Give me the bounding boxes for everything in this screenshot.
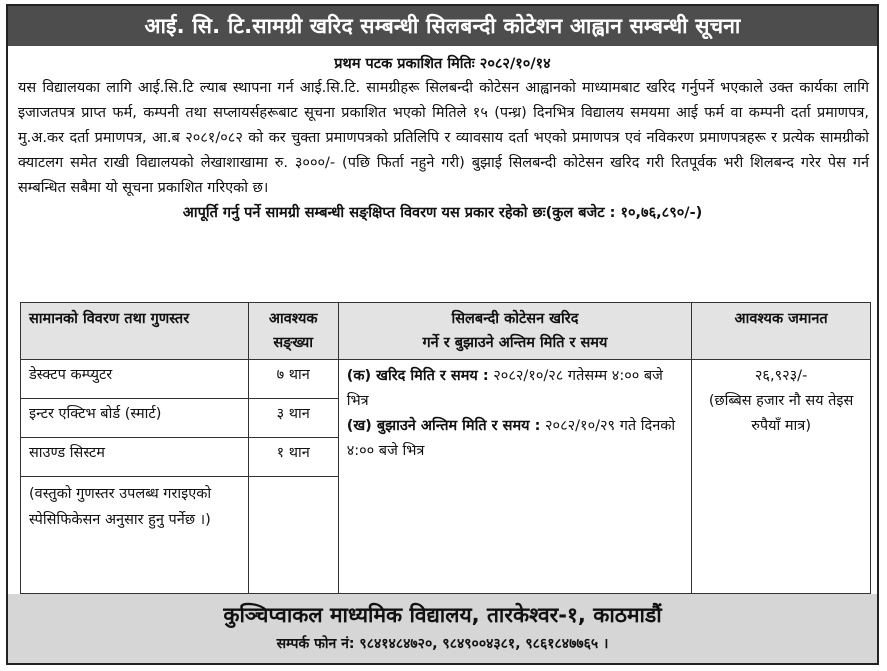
published-date-line <box>8 54 877 74</box>
notice-document <box>6 4 879 665</box>
deposit-words: (छब्बिस हजार नौ सय तेइस रुपैयाँ मात्र) <box>708 393 854 434</box>
summary-heading: आपूर्ति गर्नु पर्ने सामग्री सम्बन्धी सङ्क्षिप्त विवरण यस प्रकार रहेको छः(कुल बजेट : १०,७६,८९०/-) <box>182 205 703 221</box>
deadline-cell <box>338 360 692 594</box>
header-deadline-line1: सिलबन्दी कोटेसन खरिद <box>451 311 579 327</box>
item-name: इन्टर एक्टिभ बोर्ड (स्मार्ट) <box>21 399 249 438</box>
quality-note: (वस्तुको गुणस्तर उपलब्ध गराइएको स्पेसिफिकेसन अनुसार हुनु पर्नेछ ।) <box>21 477 249 594</box>
header-item: सामानको विवरण तथा गुणस्तर <box>21 303 249 360</box>
item-qty: ७ थान <box>248 360 338 399</box>
notice-title: आई. सि. टि.सामग्री खरिद सम्बन्धी सिलबन्दी कोटेशन आह्वान सम्बन्धी सूचना <box>8 6 877 46</box>
published-label: प्रथम पटक प्रकाशित मितिः <box>334 56 475 72</box>
item-qty: १ थान <box>248 438 338 477</box>
purchase-deadline-label: (क) खरिद मिति र समय : <box>346 368 489 384</box>
table-header-row <box>21 303 871 360</box>
contact-label: सम्पर्क फोन नं: <box>276 636 355 652</box>
deposit-cell <box>692 360 871 594</box>
school-name: कुञ्चिप्वाकल माध्यमिक विद्यालय, तारकेश्वर-१, काठमाडौं <box>223 603 662 627</box>
items-table <box>20 302 871 594</box>
published-date: २०८२/१०/१४ <box>479 56 551 72</box>
footer <box>8 594 877 663</box>
item-name: डेस्क्टप कम्प्युटर <box>21 360 249 399</box>
table-row <box>21 360 871 399</box>
contact-numbers: ९८४१४८४७२०, ९८४९००४३८१, ९८६१८४७७६५ । <box>359 636 609 652</box>
header-qty: आवश्यक सङ्ख्या <box>248 303 338 360</box>
header-deadline-line2: गर्ने र बुझाउने अन्तिम मिति र समय <box>422 335 608 351</box>
submit-deadline-value: २०८२/१०/२९ गते दिनको ४:०० बजे भित्र <box>346 418 676 459</box>
item-qty: ३ थान <box>248 399 338 438</box>
notice-paragraph: यस विद्यालयका लागि आई.सि.टि ल्याब स्थापना गर्न आई.सि.टि. सामग्रीहरू सिलबन्दी कोटेसन आह्वानको माध्यामबाट खरिद गर्नुपर्ने भएकाले उक्त कार्यका लागि इजाजतपत्र प्राप्त फर्म, कम्पनी तथा सप्लायर्सहरूबाट सूचना प्रकाशित भएको मितिले १५ (पन्ध्र) दिनभित्र विद्यालय समयमा आई फर्म वा कम्पनी दर्ता प्रमाणपत्र, मु.अ.कर दर्ता प्रमाणपत्र, आ.ब २०८१/०८२ को कर चुक्ता प्रमाणपत्रको प्रतिलिपि र व्यावसाय दर्ता भएको प्रमाणपत्र एवं नविकरण प्रमाणपत्रहरू र प्रत्येक सामग्रीको क्याटलग समेत राखी विद्यालयको लेखाशाखामा रु. ३०००/- (पछि फिर्ता नहुने गरी) बुझाई सिलबन्दी कोटेसन खरिद गरी रितपूर्वक भरी शिलबन्द गरेर पेस गर्न सम्बन्धित सबैमा यो सूचना प्रकाशित गरिएको छ। <box>18 80 869 196</box>
deposit-amount: २६,९२३/- <box>754 368 808 384</box>
header-deposit: आवश्यक जमानत <box>692 303 871 360</box>
purchase-deadline-value: २०८२/१०/२८ गतेसम्म ४:०० बजे भित्र <box>346 368 663 409</box>
header-deadline <box>338 303 692 360</box>
contact-line <box>8 632 877 656</box>
submit-deadline-label: (ख) बुझाउने अन्तिम मिति र समय : <box>346 418 541 434</box>
item-name: साउण्ड सिस्टम <box>21 438 249 477</box>
empty-qty-cell <box>248 477 338 594</box>
